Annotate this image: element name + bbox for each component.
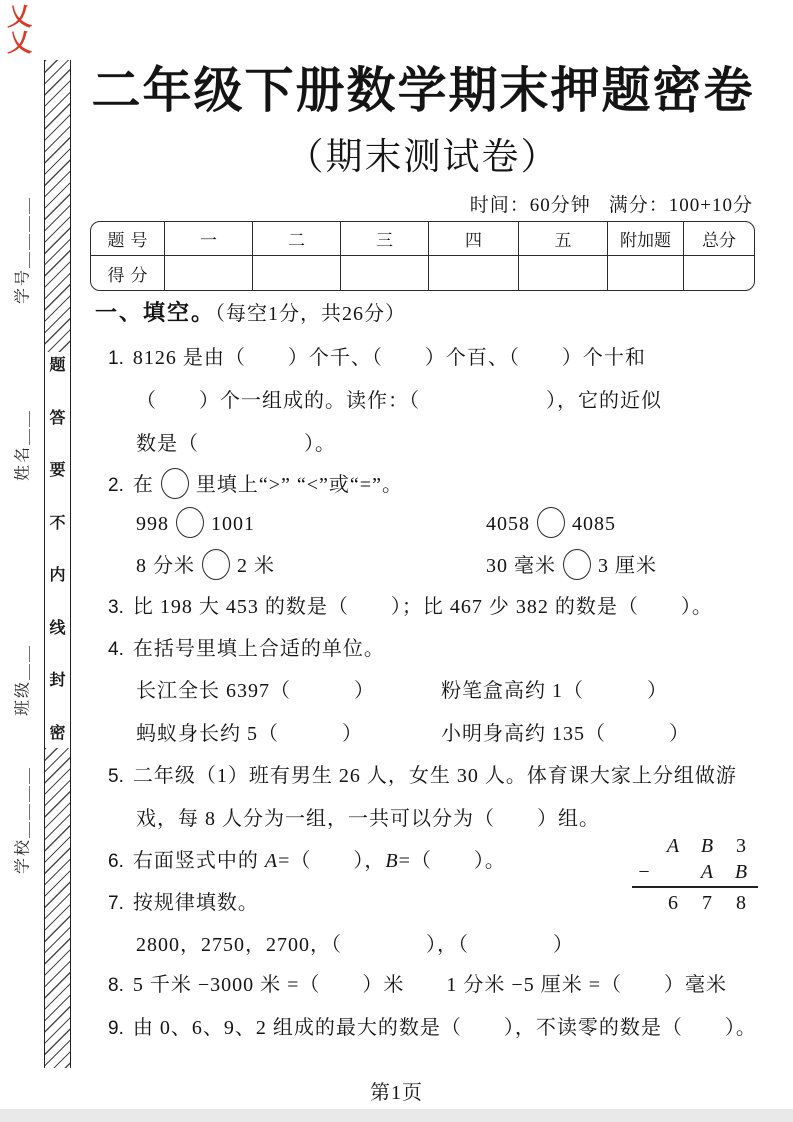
page-title: 二年级下册数学期末押题密卷 bbox=[91, 63, 755, 118]
calc-digit: A bbox=[700, 861, 714, 883]
seal-char: 封 bbox=[49, 672, 66, 690]
question-text: 由 0、6、9、2 组成的最大的数是（ ），不读零的数是（ ）。 bbox=[132, 1017, 757, 1039]
calc-cell-empty bbox=[632, 890, 656, 916]
variable-b: B bbox=[385, 850, 399, 872]
seal-char: 内 bbox=[49, 567, 66, 585]
calc-digit: B bbox=[734, 861, 748, 883]
compare-left-value: 30 毫米 bbox=[486, 555, 556, 577]
minus-sign: − bbox=[638, 861, 650, 883]
seal-char: 题 bbox=[49, 357, 66, 374]
seal-hatch-bottom bbox=[45, 748, 70, 1068]
question-text: 里填上“>” “<”或“=”。 bbox=[195, 474, 403, 496]
score-row-label: 得分 bbox=[91, 255, 164, 290]
sidebar-label-school: 学校＿＿＿＿ bbox=[14, 765, 32, 875]
score-cell-empty bbox=[164, 255, 252, 290]
question-number: 6. bbox=[108, 851, 124, 872]
score-table bbox=[90, 221, 755, 291]
compare-left-value: 4058 bbox=[486, 513, 530, 535]
question-text: 数是（ ）。 bbox=[136, 433, 336, 455]
seal-line-strip bbox=[44, 60, 71, 1068]
question-text: =（ ）， bbox=[278, 850, 386, 872]
question-text: 2800，2750，2700，（ ），（ ） bbox=[136, 934, 574, 956]
score-table-header-cell: 总分 bbox=[683, 222, 754, 255]
corner-mark-icon: 乂 bbox=[7, 28, 33, 57]
question-number: 3. bbox=[108, 597, 124, 618]
score-table-header-cell: 附加题 bbox=[607, 222, 683, 255]
question-4-heading bbox=[108, 634, 385, 665]
compare-right-value: 2 米 bbox=[237, 555, 275, 577]
compare-right-value: 1001 bbox=[211, 513, 255, 535]
question-number: 9. bbox=[108, 1018, 124, 1039]
exam-info bbox=[470, 190, 753, 217]
vertical-calculation bbox=[632, 833, 758, 916]
unit-blank-item: 小明身高约 135（ ） bbox=[441, 723, 690, 745]
seal-char: 答 bbox=[49, 409, 66, 427]
compare-right-value: 4085 bbox=[572, 513, 616, 535]
question-8 bbox=[108, 970, 727, 1001]
question-text: 在 bbox=[132, 474, 154, 496]
seal-line-text bbox=[45, 352, 70, 748]
seal-char: 线 bbox=[49, 619, 66, 637]
question-number: 7. bbox=[108, 893, 124, 914]
question-2-heading bbox=[108, 468, 403, 501]
variable-a: A bbox=[264, 850, 279, 872]
calc-digit: 3 bbox=[736, 835, 746, 857]
sidebar-label-name: 姓名＿＿ bbox=[14, 408, 32, 482]
question-3 bbox=[108, 592, 713, 623]
sidebar-label-student-id: 学号＿＿＿＿ bbox=[14, 195, 32, 305]
section-heading-title: 一、填空。 bbox=[95, 300, 216, 325]
sidebar-label-class: 班级＿＿ bbox=[14, 643, 32, 717]
question-text: 8126 是由（ ）个千、（ ）个百、（ ）个十和 bbox=[132, 347, 646, 369]
comparison-circle bbox=[176, 507, 204, 538]
calc-cell-empty bbox=[656, 859, 690, 885]
comparison-circle bbox=[202, 549, 230, 580]
question-number: 2. bbox=[108, 475, 124, 496]
score-cell-empty bbox=[607, 255, 683, 290]
score-cell-empty bbox=[340, 255, 428, 290]
exam-full-score: 满分：100+10分 bbox=[608, 195, 753, 216]
calc-digit: A bbox=[666, 835, 680, 857]
question-4-row-2 bbox=[136, 719, 756, 749]
question-number: 8. bbox=[108, 975, 124, 996]
score-cell-empty bbox=[428, 255, 518, 290]
compare-left-value: 998 bbox=[136, 513, 169, 535]
question-number: 5. bbox=[108, 766, 124, 787]
question-2-row-2 bbox=[136, 549, 756, 581]
seal-char: 密 bbox=[49, 724, 66, 742]
calc-digit: B bbox=[700, 835, 714, 857]
question-text: （ ）个一组成的。读作：（ ），它的近似 bbox=[136, 390, 662, 412]
unit-blank-item: 长江全长 6397（ ） bbox=[136, 680, 375, 702]
calc-digit: 6 bbox=[668, 892, 678, 914]
question-text: 戏，每 8 人分为一组，一共可以分为（ ）组。 bbox=[136, 808, 600, 830]
unit-blank-item: 蚂蚁身长约 5（ ） bbox=[136, 723, 363, 745]
section-heading-note: （每空1分，共26分） bbox=[215, 303, 407, 325]
question-1-line-2 bbox=[136, 386, 662, 416]
compare-right-value: 3 厘米 bbox=[598, 555, 657, 577]
question-5-line-2 bbox=[136, 804, 600, 834]
calc-digit: 7 bbox=[702, 892, 712, 914]
seal-hatch-top bbox=[45, 60, 70, 352]
corner-mark-icon: 乂 bbox=[7, 2, 33, 31]
question-number: 4. bbox=[108, 639, 124, 660]
question-9 bbox=[108, 1013, 757, 1044]
score-table-header-cell: 四 bbox=[428, 222, 518, 255]
question-1-line-1 bbox=[108, 343, 646, 374]
comparison-circle bbox=[161, 468, 189, 499]
comparison-circle bbox=[537, 507, 565, 538]
comparison-circle bbox=[563, 549, 591, 580]
score-table-header-cell: 二 bbox=[252, 222, 340, 255]
question-text: 在括号里填上合适的单位。 bbox=[132, 638, 385, 660]
question-2-row-1 bbox=[136, 507, 756, 539]
question-4-row-1 bbox=[136, 676, 756, 706]
compare-left-value: 8 分米 bbox=[136, 555, 195, 577]
seal-char: 要 bbox=[49, 462, 66, 480]
question-text: =（ ）。 bbox=[398, 850, 506, 872]
question-text: 5 千米 −3000 米 =（ ）米 1 分米 −5 厘米 =（ ）毫米 bbox=[132, 974, 727, 996]
question-number: 1. bbox=[108, 348, 124, 369]
calc-cell-empty bbox=[632, 833, 656, 859]
score-table-header-cell: 一 bbox=[164, 222, 252, 255]
question-6 bbox=[108, 846, 506, 877]
seal-char: 不 bbox=[49, 514, 66, 532]
compare-pair bbox=[486, 549, 657, 581]
compare-pair bbox=[486, 507, 616, 539]
score-table-header-cell: 题号 bbox=[107, 231, 154, 250]
question-text: 二年级（1）班有男生 26 人，女生 30 人。体育课大家上分组做游 bbox=[132, 765, 737, 787]
score-cell-empty bbox=[683, 255, 754, 290]
score-table-header-cell: 五 bbox=[518, 222, 607, 255]
question-7-sequence bbox=[136, 930, 574, 960]
score-table-header-cell: 三 bbox=[340, 222, 428, 255]
question-text: 比 198 大 453 的数是（ ）；比 467 少 382 的数是（ ）。 bbox=[132, 596, 713, 618]
question-5-line-1 bbox=[108, 761, 737, 792]
question-7-heading bbox=[108, 888, 259, 919]
page-subtitle: （期末测试卷） bbox=[286, 137, 560, 178]
question-text: 右面竖式中的 bbox=[132, 850, 265, 872]
question-1-line-3 bbox=[136, 429, 336, 459]
score-cell-empty bbox=[252, 255, 340, 290]
exam-time: 时间：60分钟 bbox=[469, 195, 591, 216]
calc-rule-line bbox=[632, 886, 758, 888]
score-cell-empty bbox=[518, 255, 607, 290]
section-heading bbox=[95, 298, 406, 329]
page-footer: 第1页 bbox=[370, 1082, 423, 1104]
calc-digit: 8 bbox=[736, 892, 746, 914]
unit-blank-item: 粉笔盒高约 1（ ） bbox=[441, 680, 668, 702]
scan-edge-band bbox=[0, 1109, 793, 1122]
question-text: 按规律填数。 bbox=[132, 892, 259, 914]
